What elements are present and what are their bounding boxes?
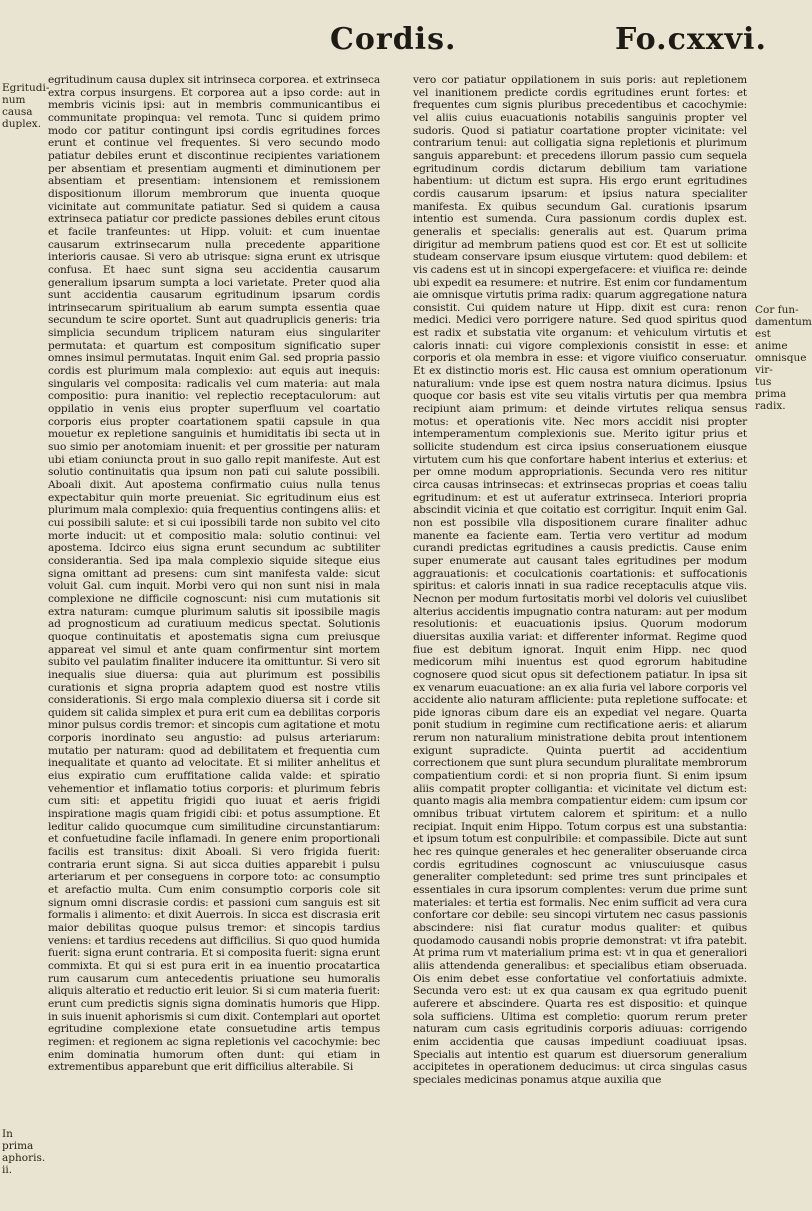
- margin-note-left-top: Egritudi- num causa duplex.: [2, 82, 50, 130]
- page-title: Cordis.: [330, 22, 457, 57]
- column-text: vero cor patiatur oppilationem in suis poris: aut repletionem vel inanitionem predicte cordis egritudines erunt fortes: et frequentes cum signis pluribus precedentibus et cacochymie: vel aliis cuius euacuationis notabilis sanguinis propter vel sudoris. Quod si patiatur coartatione propter vicinitate: vel contrarium tenui: aut colligatia signa repletionis et plurimum sanguis apparebunt: et precedens illorum passio cum sequela egritudinum cordis dictarum debilium tam variatione habentium: ut dictum est supra. His ergo erunt egritudines cordis causarum ipsarum: et ipsius natura specialiter manifesta. Ex quibus secundum Gal. curationis ipsarum intentio est sumenda. Cura passionum cordis duplex est. generalis et specialis: generalis aut est. Quarum prima dirigitur ad membrum patiens quod est cor. Et est ut sollicite studeam conservare ipsum eiusque virtutem: quod debilem: et vis cadens est ut in sincopi expergefacere: et viuifica re: deinde ubi expedit ea resumere: et nutrire. Est enim cor fundamentum aie omnisque virtutis prima radix: quarum aggregatione natura consistit. Cui quidem nature ut Hipp. dixit est cura: renon medici. Medici vero porrigere nature. Sed quod spiritus quod est radix et substatia vite organum: et vehiculum virtutis et caloris innati: cui vigore complexionis consistit in esse: et corporis et ola membra in esse: et vigore viuifico conseruatur. Et ex distinctio moris est. Hic causa est omnium operationum naturalium: vnde ipse est quem nostra natura dicimus. Ipsius quoque cor basis est vite seu vitalis virtutis per qua membra recipiunt aiam primum: et deinde virtutes reliqua sensus motus: et operationis vite. Nec mors accidit nisi propter intemperamentum complexionis sue. Merito igitur prius et sollicite studendum est circa ipsius conseruationem eiusque virtutem cum his que confortare habent interius et exterius: et per omne modum appropriationis. Secunda vero res nititur circa causas intrinsecas: et extrinsecas proprias et coeas taliu egritudinum: et est ut auferatur extrinseca. Interiori propria abscindit vicinia et que coitatio est corrigitur. Inquit enim Gal. non est possibile vlla dispositionem curare finaliter adhuc manente ea faciente eam. Tertia vero vertitur ad modum curandi predictas egritudines a causis predictis. Cause enim super enumerate aut causant tales egritudines per modum aggrauationis: et coculcationis coartationis: et suffocationis spiritus: et caloris innati in sua radice receptaculis atque viis. Necnon per modum furtositatis morbi vel doloris vel cuiuslibet alterius accidentis impugnatio contra naturam: aut per modum resolutionis: et euacuationis ipsius. Quorum modorum diuersitas auxilia variat: et differenter informat. Regime quod fiue est debitum ignorat. Inquit enim Hipp. nec quod medicorum mihi inuentus est quod egrorum habitudine cognosere quod sicut opus sit defectionem patiatur. In ipsa sit ex venarum euacuatione: an ex alia furia vel labore corporis vel accidente alio naturam affliciente: puta repletione suffocate: et pide ignoras cibum dare eis an expediat vel negare. Quarta ponit studium in regimine cum rectificatione aeris: et aliarum rerum non naturalium ministratione debita prout intentionem exigunt supradicte. Quinta puertit ad accidentium correctionem que sunt plura secundum pluralitate membrorum compatientium cordi: et si non propria fiunt. Si enim ipsum aliis compatit propter colligantia: et vicinitate vel dictum est: quanto magis alia membra compatientur eidem: cum ipsum cor omnibus tribuat virtutem calorem et spiritum: et a nullo recipiat. Inquit enim Hippo. Totum corpus est una substantia: et ipsum totum est conpulribile: et compassibile. Dicte aut sunt hec res quinque generales et hec generaliter obseruande circa cordis egritudines cognoscunt ac vniuscuiusque casus generaliter completedunt: sed prime tres sunt principales et essentiales in cura ipsorum complentes: verum due prime sunt materiales: et tertia est formalis. Nec enim sufficit ad vera cura confortare cor debile: seu sincopi virtutem nec casus passionis abscindere: nisi fiat curatur modus qualiter: et quibus quodamodo causandi nobis proprie demonstrat: vt ifra patebit. At prima rum vt materialium prima est: vt in qua et generaliori aliis attendenda generalibus: et specialibus etiam obseruada. Ois enim debet esse confortatiue vel confortatiuis admixte. Secunda vero est: ut ex qua causam ex qua egritudo puenit auferere et abscindere. Quarta res est dispositio: et quinque sola sufficiens. Ultima est completio: quorum rerum preter naturam cum casis egritudinis corporis adiuuas: corrigendo enim accidentia que causas impediunt coadiuuat ipsas. Specialis aut intentio est quarum est diuersorum generalium accipitetes in operationem deducimus: ut circa singulas casus speciales medicinas ponamus atque auxilia que: [413, 74, 747, 1086]
- margin-note-right: Cor fun- damentum est anime omnisque vir- tus prima radix.: [755, 304, 812, 412]
- column-text: egritudinum causa duplex sit intrinseca corporea. et extrinseca extra corpus insurgens. Et corporea aut a ipso corde: aut in membris vicinis ipsi: aut in membris communicantibus ei communitate propinqua: vel remota. Tunc si quidem primo modo cor patitur contingunt ipsi cordis egritudines forces erunt et continue vel frequentes. Si vero secundo modo patiatur debiles erunt et discontinue recipientes variationem per absentiam et presentiam augmenti et diminutionem per absentiam et presentiam: intensionem et remissionem dispositionum illorum membrorum que inuenta quoque vicinitate aut communitate patiatur. Sed si quidem a causa extrinseca patiatur cor predicte passiones debiles erunt citous et facile tranfeuntes: ut Hipp. voluit: et cum inuentae causarum extrinsecarum nulla precedente apparitione interioris causae. Si vero ab utrisque: signa erunt ex utrisque confusa. Et haec sunt signa seu accidentia causarum generalium ipsarum sumpta a loci varietate. Preter quod alia sunt accidentia causarum egritudinum ipsarum cordis intrinsecarum spiritualium ab earum sumpta essentia quae secundum te scire oportet. Sunt aut quadruplicis generis: tria simplicia secundum triplicem naturam eius singulariter permutata: et quartum est compositum significatio super omnes insimul permutatas. Inquit enim Gal. sed propria passio cordis est plurimum mala complexio: aut equis aut inequis: singularis vel composita: radicalis vel cum materia: aut mala compositio: pura inanitio: vel replectio receptaculorum: aut oppilatio in venis eius propter superfluum vel coartatio corporis eius propter coartationem spatii capsule in qua mouetur ex repletione sanguinis et humiditatis ibi secta ut in suo simio per anotomiam inuenit: et per grossitie per naturam ubi etiam coniuncta prout in suo gallo repit manifeste. Aut est solutio continuitatis qua ipsum non pati cui salute possibili. Aboali dixit. Aut apostema confirmatio cuius nulla tenus expectabitur quin morte preueniat. Sic egritudinum eius est plurimum mala complexio: quia frequentius contingens aliis: et cui possibili salute: et si cui ipossibili tarde non subito vel cito morte inducit: ut et compositio mala: solutio continui: vel apostema. Idcirco eius signa erunt secundum ac subtiliter considerantia. Sed ipa mala complexio siquide siteque eius signa omittant ad presens: cum sint manifesta valde: sicut voluit Gal. cum inquit. Morbi vero qui non sunt nisi in mala complexione ne difficile cognoscunt: nisi cum mutationis sit extra naturam: cumque plurimum salutis sit ipossibile magis ad prognosticum ad curatiuum medicus spectat. Solutionis quoque continuitatis et apostematis signa cum preiusque appareat vel simul et ante quam confirmentur sint mortem subito vel paulatim finaliter inducere ita omittuntur. Si vero sit inequalis siue diuersa: quia aut plurimum est possibilis curationis et signa propria adaptem quod est nostre vtilis considerationis. Si ergo mala complexio diuersa sit i corde sit quidem sit calida simplex et pura erit cum ea debilitas corporis minor pulsus cordis tremor: et sincopis cum agitatione et motu corporis inordinato seu angustio: ad pulsus arteriarum: mutatio per naturam: quod ad debilitatem et frequentia cum inequalitate et quanto ad velocitate. Et si militer anhelitus et eius expiratio cum eruffitatione calida valde: et spiratio vehementior et inflamatio totius corporis: et plurimum febris cum siti: et appetitu frigidi quo iuuat et aeris frigidi inspiratione magis quam frigidi cibi: et potus assumptione. Et leditur calido quocumque cum similitudine circunstantiarum: et confuetudine facile inflamadi. In genere enim proportionali facilis est transitus: dixit Aboali. Si vero frigida fuerit: contraria erunt signa. Si aut sicca duities apparebit i pulsu arteriarum et per conseguens in corpore toto: ac consumptio et arefactio multa. Cum enim consumptio corporis cole sit signum omni discrasie cordis: et passioni cum sanguis est sit formalis i alimento: et dixit Auerrois. In sicca est discrasia erit maior debilitas quoque pulsus tremor: et sincopis tardius veniens: et tardius recedens aut difficilius. Si quo quod humida fuerit: signa erunt contraria. Et si composita fuerit: signa erunt commixta. Et qui si est pura erit in ea inuentio procatartica rum causarum cum antecedentis priuatione seu humoralis aliquis alteratio et reductio erit leuior. Si si cum materia fuerit: erunt cum predictis signis signa dominatis humoris que Hipp. in suis inuenit aphorismis si cum dixit. Contemplari aut oportet egritudine complexione etate consuetudine artis tempus regimen: et regionem ac signa repletionis vel cacochymie: bec enim dominatia humorum often dunt: qui etiam in extrementibus apparebunt que erit difficilius alterabile. Si: [48, 74, 380, 1074]
- folio-number: Fo.cxxvi.: [615, 22, 767, 57]
- running-head: [0, 22, 800, 66]
- margin-note-left-bottom: In prima aphoris. ii.: [2, 1128, 46, 1176]
- text-column-right: [413, 74, 747, 1194]
- text-column-left: [48, 74, 380, 1194]
